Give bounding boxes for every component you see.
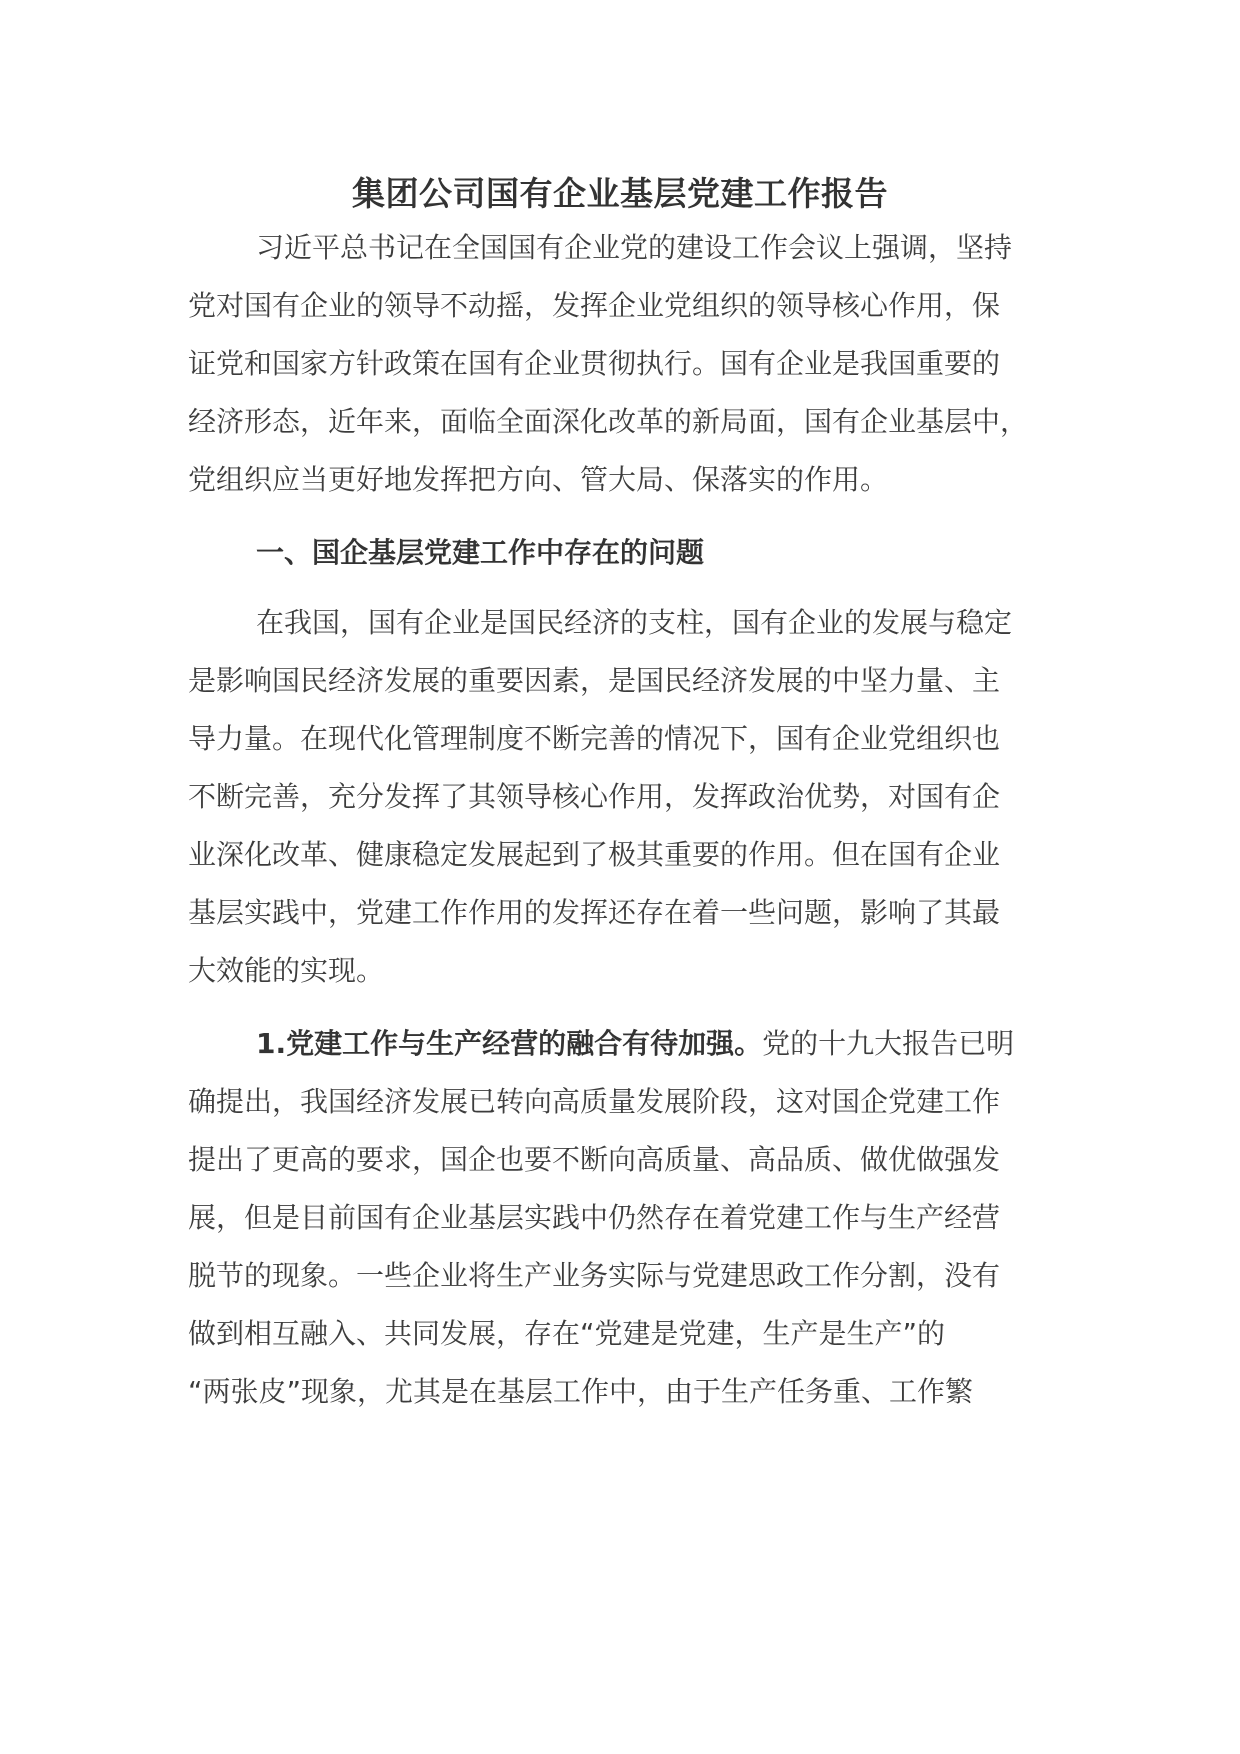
document-title: 集团公司国有企业基层党建工作报告 [352,174,888,213]
point-1-first-line-text: 党的十九大报告已明 [762,1027,1015,1060]
point-1-line-6: 做到相互融入、共同发展，存在“党建是党建，生产是生产”的 [188,1317,946,1350]
point-1-line-5: 脱节的现象。一些企业将生产业务实际与党建思政工作分割，没有 [188,1259,1001,1292]
paragraph-2-line-5: 业深化改革、健康稳定发展起到了极其重要的作用。但在国有企业 [188,838,1001,871]
point-1-line-3: 提出了更高的要求，国企也要不断向高质量、高品质、做优做强发 [188,1143,1001,1176]
point-1-line-7: “两张皮”现象，尤其是在基层工作中，由于生产任务重、工作繁 [188,1375,974,1408]
point-1-line-1 [256,1022,1014,1066]
paragraph-1-line-2: 党对国有企业的领导不动摇，发挥企业党组织的领导核心作用，保 [188,289,1001,322]
paragraph-1-line-3: 证党和国家方针政策在国有企业贯彻执行。国有企业是我国重要的 [188,347,1001,380]
point-1-line-4: 展，但是目前国有企业基层实践中仍然存在着党建工作与生产经营 [188,1201,1001,1234]
paragraph-2-line-3: 导力量。在现代化管理制度不断完善的情况下，国有企业党组织也 [188,722,1001,755]
paragraph-1-line-4: 经济形态，近年来，面临全面深化改革的新局面，国有企业基层中， [188,405,1029,438]
paragraph-1-line-5: 党组织应当更好地发挥把方向、管大局、保落实的作用。 [188,463,889,496]
point-1-line-2: 确提出，我国经济发展已转向高质量发展阶段，这对国企党建工作 [188,1085,1001,1118]
section-1-heading: 一、国企基层党建工作中存在的问题 [256,536,705,569]
point-1-heading: 1.党建工作与生产经营的融合有待加强。 [256,1027,763,1060]
paragraph-1-line-1: 习近平总书记在全国国有企业党的建设工作会议上强调，坚持 [256,231,1013,264]
paragraph-2-line-4: 不断完善，充分发挥了其领导核心作用，发挥政治优势，对国有企 [188,780,1001,813]
paragraph-2-line-1: 在我国，国有企业是国民经济的支柱，国有企业的发展与稳定 [256,606,1013,639]
paragraph-2-line-2: 是影响国民经济发展的重要因素，是国民经济发展的中坚力量、主 [188,664,1001,697]
paragraph-2-line-6: 基层实践中，党建工作作用的发挥还存在着一些问题，影响了其最 [188,896,1001,929]
paragraph-2-line-7: 大效能的实现。 [188,954,385,987]
